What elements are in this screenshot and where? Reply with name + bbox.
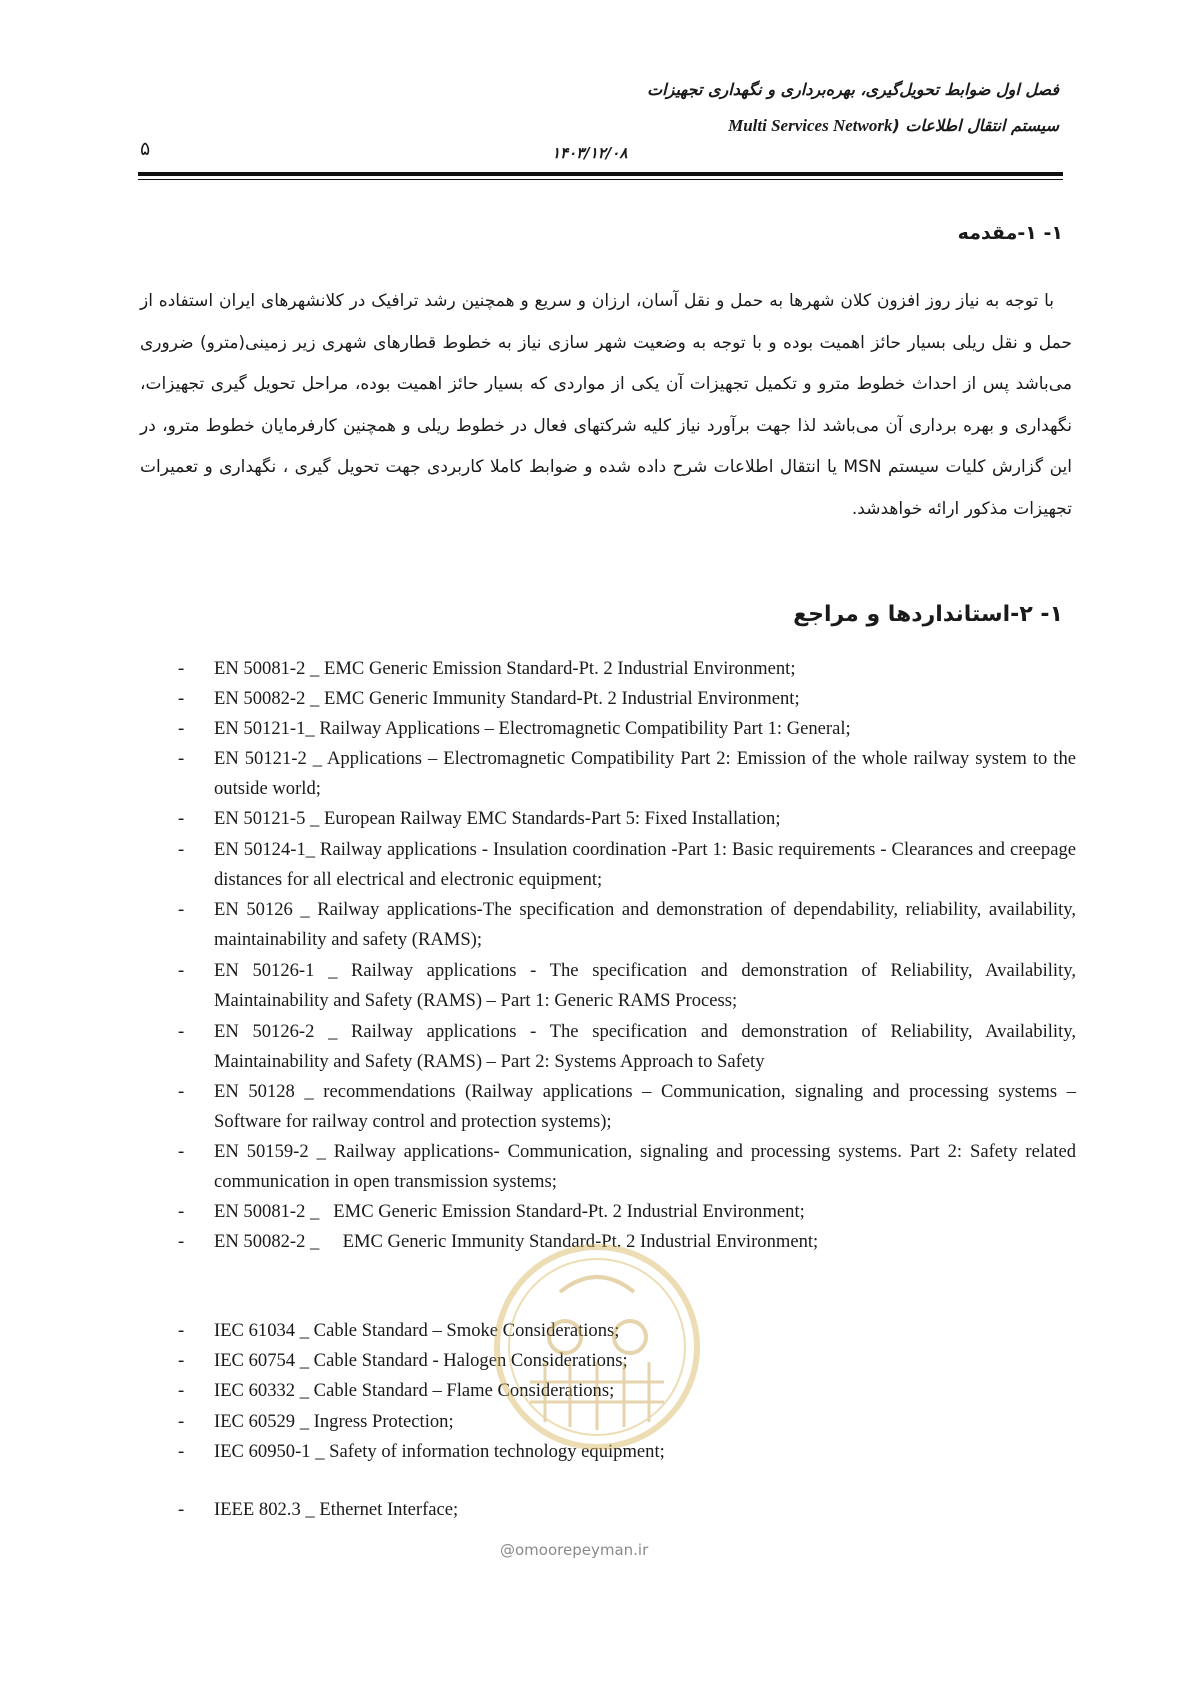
list-dash: - xyxy=(178,1499,185,1520)
standard-item xyxy=(178,895,1076,955)
standard-text: IEC 60529 _ Ingress Protection; xyxy=(214,1411,454,1432)
standard-text: EN 50124-1_ Railway applications - Insulation coordination -Part 1: Basic requirements - Clearances and creepage distances for all electrical and electronic equipment; xyxy=(214,839,1076,890)
standard-text: EN 50082-2 _ EMC Generic Immunity Standard-Pt. 2 Industrial Environment; xyxy=(214,1231,819,1252)
standard-text: EN 50159-2 _ Railway applications- Communication, signaling and processing systems. Part 2: Safety related communication in open transmission systems; xyxy=(214,1141,1076,1192)
page-number: ۵ xyxy=(140,138,151,160)
standard-item xyxy=(178,654,1076,684)
standard-text: IEC 61034 _ Cable Standard – Smoke Considerations; xyxy=(214,1320,620,1341)
list-dash: - xyxy=(178,1081,185,1102)
standard-text: EN 50121-2 _ Applications – Electromagnetic Compatibility Part 2: Emission of the whole railway system to the outside world; xyxy=(214,748,1076,799)
standard-item xyxy=(178,1407,1076,1437)
standard-item xyxy=(178,1316,1076,1346)
list-dash: - xyxy=(178,1350,185,1371)
system-name-en: Multi Services Network xyxy=(728,116,893,135)
standard-item xyxy=(178,1346,1076,1376)
standard-item xyxy=(178,1437,1076,1467)
standard-item xyxy=(178,1495,1076,1525)
list-dash: - xyxy=(178,1320,185,1341)
standard-item xyxy=(178,835,1076,895)
list-dash: - xyxy=(178,899,185,920)
standard-text: EN 50121-5 _ European Railway EMC Standards-Part 5: Fixed Installation; xyxy=(214,808,781,829)
standard-item xyxy=(178,1376,1076,1406)
list-dash: - xyxy=(178,1021,185,1042)
standard-text: IEC 60754 _ Cable Standard - Halogen Considerations; xyxy=(214,1350,628,1371)
watermark-text: @omoorepeyman.ir xyxy=(500,1541,649,1559)
list-dash: - xyxy=(178,960,185,981)
list-dash: - xyxy=(178,1201,185,1222)
list-dash: - xyxy=(178,1441,185,1462)
list-dash: - xyxy=(178,839,185,860)
introduction-text: با توجه به نیاز روز افزون کلان شهرها به حمل و نقل آسان، ارزان و سریع و همچنین رشد ترافیک در کلانشهرهای ایران استفاده از حمل و نقل ریلی بسیار حائز اهمیت بوده و با توجه به وضعیت شهر سازی نیاز به خطوط قطارهای شهری زیر زمینی(مترو) ضروری می‌باشد پس از احداث خطوط مترو و تکمیل تجهیزات آن یکی از مواردی که بسیار حائز اهمیت بوده، مراحل تحویل گیری تجهیزات، نگهداری و بهره برداری آن می‌باشد لذا جهت برآورد نیاز کلیه شرکتهای فعال در خطوط ریلی و همچنین کارفرمایان خطوط مترو، در این گزارش کلیات سیستم MSN یا انتقال اطلاعات شرح داده شده و ضوابط کاملا کاربردی جهت تحویل گیری ، نگهداری و تعمیرات تجهیزات مذکور ارائه خواهدشد. xyxy=(140,291,1072,519)
standard-item xyxy=(178,804,1076,834)
list-dash: - xyxy=(178,1411,185,1432)
section-standards-heading: ۱- ۲-استانداردها و مراجع xyxy=(793,602,1063,627)
standard-item xyxy=(178,956,1076,1016)
standard-text: EN 50081-2 _ EMC Generic Emission Standard-Pt. 2 Industrial Environment; xyxy=(214,1201,805,1222)
standard-item xyxy=(178,1227,1076,1257)
system-name-fa: سیستم انتقال اطلاعات ( xyxy=(892,116,1059,135)
standard-item xyxy=(178,684,1076,714)
standard-item xyxy=(178,714,1076,744)
list-dash: - xyxy=(178,748,185,769)
standard-text: IEC 60332 _ Cable Standard – Flame Considerations; xyxy=(214,1380,615,1401)
list-dash: - xyxy=(178,1141,185,1162)
standard-text: EN 50082-2 _ EMC Generic Immunity Standard-Pt. 2 Industrial Environment; xyxy=(214,688,800,709)
list-dash: - xyxy=(178,1380,185,1401)
standard-text: EN 50121-1_ Railway Applications – Electromagnetic Compatibility Part 1: General; xyxy=(214,718,851,739)
standard-item xyxy=(178,744,1076,804)
standard-text: IEEE 802.3 _ Ethernet Interface; xyxy=(214,1499,459,1520)
list-dash: - xyxy=(178,718,185,739)
standard-text: EN 50126-2 _ Railway applications - The specification and demonstration of Reliability, Availability, Maintainability and Safety (RAMS) – Part 2: Systems Approach to Safety xyxy=(214,1021,1076,1072)
list-dash: - xyxy=(178,1231,185,1252)
standard-text: EN 50126 _ Railway applications-The specification and demonstration of dependability, reliability, availability, maintainability and safety (RAMS); xyxy=(214,899,1076,950)
standard-item xyxy=(178,1017,1076,1077)
standard-text: IEC 60950-1 _ Safety of information technology equipment; xyxy=(214,1441,665,1462)
list-dash: - xyxy=(178,808,185,829)
chapter-title: فصل اول ضوابط تحویل‌گیری، بهره‌برداری و نگهداری تجهیزات xyxy=(647,80,1059,99)
standard-text: EN 50128 _ recommendations (Railway applications – Communication, signaling and processing systems – Software for railway control and protection systems); xyxy=(214,1081,1076,1132)
section-introduction-heading: ۱- ۱-مقدمه xyxy=(957,222,1063,244)
standard-text: EN 50081-2 _ EMC Generic Emission Standard-Pt. 2 Industrial Environment; xyxy=(214,658,796,679)
list-dash: - xyxy=(178,688,185,709)
standard-item xyxy=(178,1137,1076,1197)
standard-text: EN 50126-1 _ Railway applications - The specification and demonstration of Reliability, Availability, Maintainability and Safety (RAMS) – Part 1: Generic RAMS Process; xyxy=(214,960,1076,1011)
standard-item xyxy=(178,1197,1076,1227)
list-dash: - xyxy=(178,658,185,679)
document-date: ۱۴۰۳/۱۲/۰۸ xyxy=(552,144,628,162)
standard-item xyxy=(178,1077,1076,1137)
